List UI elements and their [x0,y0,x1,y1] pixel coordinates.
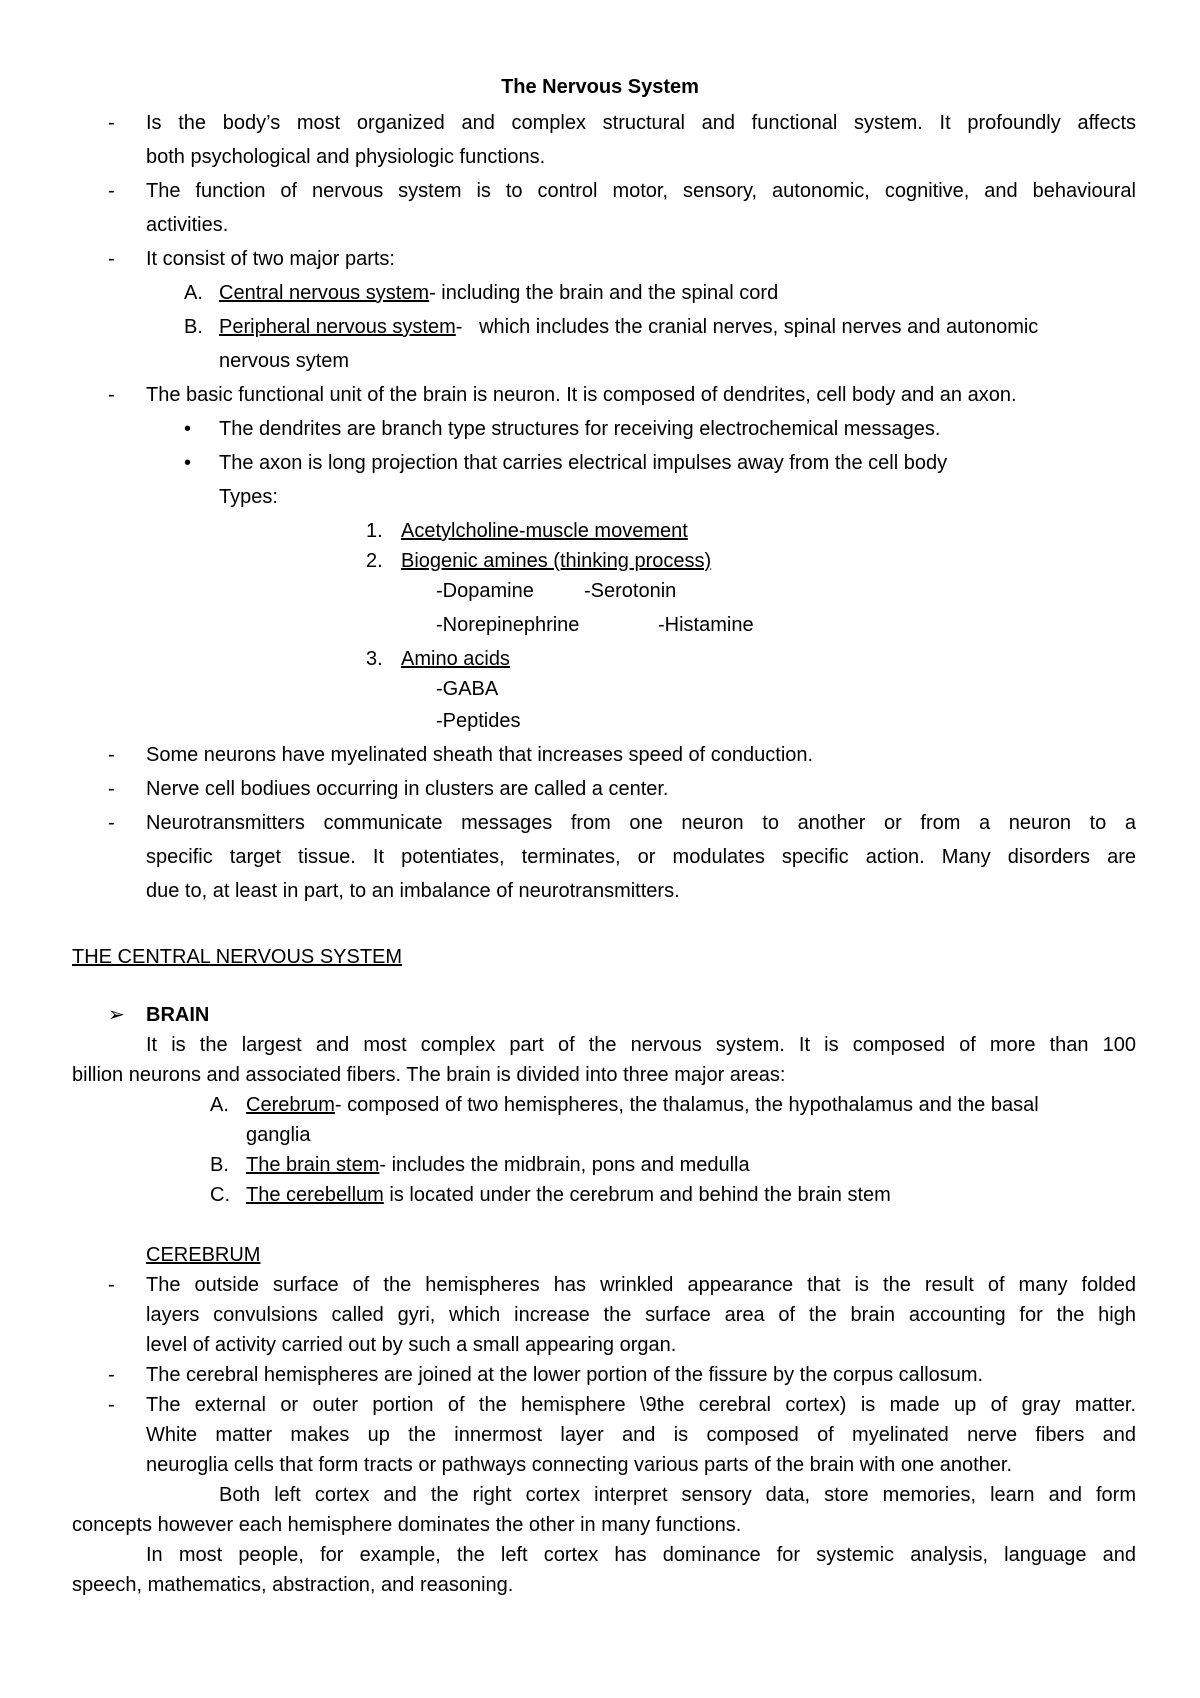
body-text: The outside surface of the hemispheres has wrinkled appearance that is the result of many folded [146,1274,1136,1296]
body-text: White matter makes up the innermost layer and is composed of myelinated nerve fibers and [146,1424,1136,1446]
body-text: - which includes the cranial nerves, spinal nerves and autonomic [455,316,1039,338]
body-text: Nerve cell bodiues occurring in clusters are called a center. [146,778,669,800]
subsection-heading: CEREBRUM [146,1244,261,1266]
dash-marker: - [108,778,115,800]
body-text: It consist of two major parts: [146,248,395,270]
list-marker: A. [210,1094,229,1116]
body-text: specific target tissue. It potentiates, terminates, or modulates specific action. Many disorders are [146,846,1136,868]
dash-marker: - [108,180,115,202]
body-text: The basic functional unit of the brain is neuron. It is composed of dendrites, cell body and an axon. [146,384,1017,406]
list-marker: 2. [366,550,383,572]
body-text: Types: [219,486,278,508]
list-item [219,276,778,310]
section-heading: THE CENTRAL NERVOUS SYSTEM [72,946,403,968]
subsection-heading: BRAIN [146,1004,210,1026]
list-marker: B. [210,1154,229,1176]
body-text: due to, at least in part, to an imbalance of neurotransmitters. [146,880,680,902]
list-item [219,310,1038,344]
body-text: The axon is long projection that carries electrical impulses away from the cell body [219,452,948,474]
list-item [246,1148,750,1182]
list-item [246,1088,1039,1122]
list-marker: 3. [366,648,383,670]
body-text: - includes the midbrain, pons and medulla [379,1154,750,1176]
body-text: The cerebral hemispheres are joined at the lower portion of the fissure by the corpus callosum. [146,1364,984,1386]
bullet-icon: • [184,452,192,474]
list-item: -Peptides [436,710,521,732]
list-item: Biogenic amines (thinking process) [401,550,712,572]
body-text: The function of nervous system is to control motor, sensory, autonomic, cognitive, and behavioural [146,180,1136,202]
dash-marker: - [108,112,115,134]
body-text: The dendrites are branch type structures for receiving electrochemical messages. [219,418,941,440]
body-text: It is the largest and most complex part of the nervous system. It is composed of more than 100 [146,1034,1136,1056]
term: Cerebrum [246,1094,335,1116]
bullet-icon: • [184,418,192,440]
dash-marker: - [108,1364,115,1386]
dash-marker: - [108,384,115,406]
dash-marker: - [108,812,115,834]
body-text: neuroglia cells that form tracts or pathways connecting various parts of the brain with one another. [146,1454,1013,1476]
list-item: -Dopamine [436,580,534,602]
body-text: In most people, for example, the left cortex has dominance for systemic analysis, language and [146,1544,1136,1566]
list-marker: C. [210,1184,230,1206]
body-text: level of activity carried out by such a small appearing organ. [146,1334,677,1356]
body-text: Neurotransmitters communicate messages from one neuron to another or from a neuron to a [146,812,1136,834]
body-text: Is the body’s most organized and complex structural and functional system. It profoundly affects [146,112,1136,134]
term: Central nervous system [219,282,430,304]
list-item: -Norepinephrine [436,614,580,636]
body-text: Both left cortex and the right cortex interpret sensory data, store memories, learn and form [219,1484,1136,1506]
body-text: - composed of two hemispheres, the thalamus, the hypothalamus and the basal [334,1094,1039,1116]
page-title: The Nervous System [501,76,699,98]
body-text: layers convulsions called gyri, which increase the surface area of the brain accounting for the high [146,1304,1136,1326]
body-text: speech, mathematics, abstraction, and reasoning. [72,1574,514,1596]
body-text: is located under the cerebrum and behind the brain stem [383,1184,891,1206]
term: The brain stem [246,1154,380,1176]
dash-marker: - [108,1394,115,1416]
list-item: -GABA [436,678,499,700]
list-marker: B. [184,316,203,338]
list-marker: 1. [366,520,383,542]
dash-marker: - [108,1274,115,1296]
list-marker: A. [184,282,203,304]
dash-marker: - [108,744,115,766]
body-text: activities. [146,214,229,236]
body-text: both psychological and physiologic functions. [146,146,546,168]
body-text: nervous sytem [219,350,350,372]
term: Peripheral nervous system [219,316,456,338]
list-item: Acetylcholine-muscle movement [401,520,688,542]
body-text: concepts however each hemisphere dominates the other in many functions. [72,1514,742,1536]
term: The cerebellum [246,1184,384,1206]
body-text: The external or outer portion of the hemisphere \9the cerebral cortex) is made up of gray matter. [146,1394,1136,1416]
list-item: -Serotonin [584,580,677,602]
body-text: ganglia [246,1124,311,1146]
list-item: Amino acids [401,648,510,670]
list-item: -Histamine [658,614,754,636]
dash-marker: - [108,248,115,270]
body-text: - including the brain and the spinal cord [429,282,779,304]
body-text: billion neurons and associated fibers. The brain is divided into three major areas: [72,1064,786,1086]
body-text: Some neurons have myelinated sheath that increases speed of conduction. [146,744,814,766]
list-item [246,1178,891,1212]
arrow-icon: ➢ [108,1004,125,1026]
